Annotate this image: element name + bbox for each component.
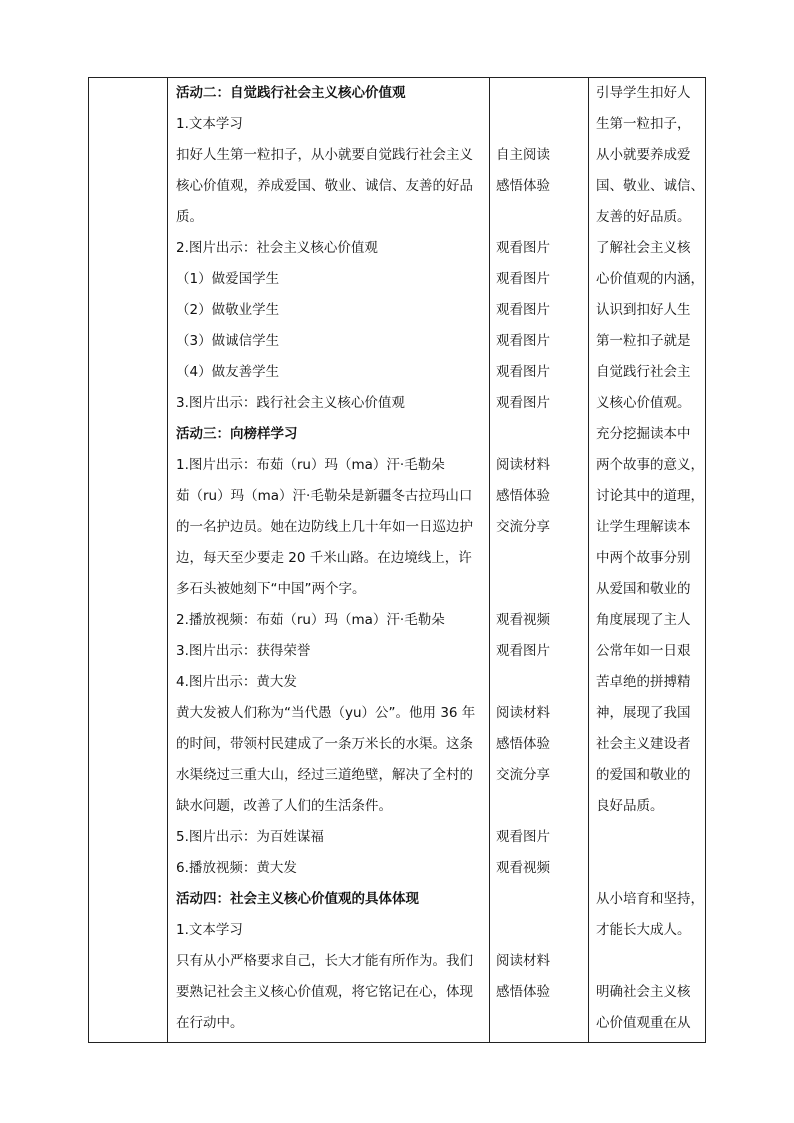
column-divider <box>167 78 168 1042</box>
intention-line: 明确社会主义核 <box>596 984 691 1000</box>
method-line <box>496 1008 586 1039</box>
method-line <box>496 574 586 605</box>
content-line: 活动三：向榜样学习 <box>176 426 298 442</box>
content-line: 茹（ru）玛（ma）汗·毛勒朵是新疆冬古拉玛山口 <box>176 488 473 504</box>
method-line: 观看图片 <box>496 364 550 380</box>
column-content <box>176 78 488 1039</box>
intention-line: 社会主义建设者 <box>596 736 691 752</box>
method-line <box>496 543 586 574</box>
content-line: 要熟记社会主义核心价值观，将它铭记在心，体现 <box>176 984 473 1000</box>
content-line: 边，每天至少要走 20 千米山路。在边境线上，许 <box>176 550 472 566</box>
intention-line: 引导学生扣好人 <box>596 85 691 101</box>
column-methods <box>496 78 586 1039</box>
content-line: 多石头被她刻下“中国”两个字。 <box>176 581 366 597</box>
method-line: 交流分享 <box>496 767 550 783</box>
intention-line: 第一粒扣子就是 <box>596 333 691 349</box>
column-divider <box>588 78 589 1042</box>
method-line: 感悟体验 <box>496 178 550 194</box>
intention-line: 苦卓绝的拼搏精 <box>596 674 691 690</box>
method-line: 观看图片 <box>496 302 550 318</box>
content-line: 质。 <box>176 209 203 225</box>
method-line <box>496 109 586 140</box>
method-line: 观看图片 <box>496 333 550 349</box>
intention-line <box>596 853 706 884</box>
intention-line: 从爱国和敬业的 <box>596 581 691 597</box>
content-line: 活动二：自觉践行社会主义核心价值观 <box>176 85 406 101</box>
intention-line: 才能长大成人。 <box>596 922 691 938</box>
content-line: 3.图片出示：践行社会主义核心价值观 <box>176 395 405 411</box>
intention-line: 角度展现了主人 <box>596 612 691 628</box>
intention-line: 讨论其中的道理， <box>596 488 704 504</box>
intention-line: 国、敬业、诚信、 <box>596 178 704 194</box>
method-line: 感悟体验 <box>496 488 550 504</box>
method-line <box>496 78 586 109</box>
content-line: 5.图片出示：为百姓谋福 <box>176 829 324 845</box>
content-line: （2）做敬业学生 <box>176 302 280 318</box>
intention-line: 公常年如一日艰 <box>596 643 691 659</box>
method-line: 观看图片 <box>496 395 550 411</box>
intention-line: 让学生理解读本 <box>596 519 691 535</box>
intention-line: 良好品质。 <box>596 798 664 814</box>
intention-line: 中两个故事分别 <box>596 550 691 566</box>
content-line: 核心价值观，养成爱国、敬业、诚信、友善的好品 <box>176 178 473 194</box>
content-line: （4）做友善学生 <box>176 364 280 380</box>
intention-line: 心价值观的内涵， <box>596 271 704 287</box>
method-line: 感悟体验 <box>496 736 550 752</box>
method-line: 观看图片 <box>496 643 550 659</box>
content-line: 在行动中。 <box>176 1015 244 1031</box>
content-line: 水渠绕过三重大山，经过三道绝壁，解决了全村的 <box>176 767 473 783</box>
intention-line: 神，展现了我国 <box>596 705 691 721</box>
intention-line: 充分挖掘读本中 <box>596 426 691 442</box>
method-line: 阅读材料 <box>496 457 550 473</box>
method-line <box>496 915 586 946</box>
content-line: （3）做诚信学生 <box>176 333 280 349</box>
intention-line: 友善的好品质。 <box>596 209 691 225</box>
intention-line: 义核心价值观。 <box>596 395 691 411</box>
content-line: 4.图片出示：黄大发 <box>176 674 297 690</box>
content-line: 1.文本学习 <box>176 922 243 938</box>
content-line: 1.文本学习 <box>176 116 243 132</box>
content-line: 扣好人生第一粒扣子，从小就要自觉践行社会主义 <box>176 147 473 163</box>
intention-line: 两个故事的意义， <box>596 457 704 473</box>
intention-line: 从小培育和坚持， <box>596 891 704 907</box>
intention-line: 从小就要养成爱 <box>596 147 691 163</box>
method-line: 交流分享 <box>496 519 550 535</box>
method-line: 观看视频 <box>496 612 550 628</box>
method-line: 观看视频 <box>496 860 550 876</box>
method-line: 自主阅读 <box>496 147 550 163</box>
column-intentions <box>596 78 706 1039</box>
method-line <box>496 202 586 233</box>
content-line: 活动四：社会主义核心价值观的具体体现 <box>176 891 419 907</box>
content-line: 的一名护边员。她在边防线上几十年如一日巡边护 <box>176 519 473 535</box>
method-line: 观看图片 <box>496 271 550 287</box>
method-line <box>496 884 586 915</box>
intention-line: 的爱国和敬业的 <box>596 767 691 783</box>
content-line: 1.图片出示：布茹（ru）玛（ma）汗·毛勒朵 <box>176 457 445 473</box>
content-line: 2.播放视频：布茹（ru）玛（ma）汗·毛勒朵 <box>176 612 445 628</box>
content-line: 6.播放视频：黄大发 <box>176 860 297 876</box>
content-line: 缺水问题，改善了人们的生活条件。 <box>176 798 392 814</box>
content-line: （1）做爱国学生 <box>176 271 280 287</box>
method-line: 阅读材料 <box>496 705 550 721</box>
method-line: 观看图片 <box>496 240 550 256</box>
intention-line: 自觉践行社会主 <box>596 364 691 380</box>
content-line: 的时间，带领村民建成了一条万米长的水渠。这条 <box>176 736 473 752</box>
lesson-table <box>88 77 706 1043</box>
intention-line: 认识到扣好人生 <box>596 302 691 318</box>
method-line <box>496 419 586 450</box>
method-line: 感悟体验 <box>496 984 550 1000</box>
method-line <box>496 667 586 698</box>
content-line: 黄大发被人们称为“当代愚（yu）公”。他用 36 年 <box>176 705 476 721</box>
intention-line <box>596 822 706 853</box>
method-line: 阅读材料 <box>496 953 550 969</box>
method-line <box>496 791 586 822</box>
column-divider <box>489 78 490 1042</box>
method-line: 观看图片 <box>496 829 550 845</box>
content-line: 2.图片出示：社会主义核心价值观 <box>176 240 378 256</box>
intention-line <box>596 946 706 977</box>
intention-line: 心价值观重在从 <box>596 1015 691 1031</box>
intention-line: 生第一粒扣子， <box>596 116 691 132</box>
content-line: 只有从小严格要求自己，长大才能有所作为。我们 <box>176 953 473 969</box>
intention-line: 了解社会主义核 <box>596 240 691 256</box>
content-line: 3.图片出示：获得荣誉 <box>176 643 311 659</box>
